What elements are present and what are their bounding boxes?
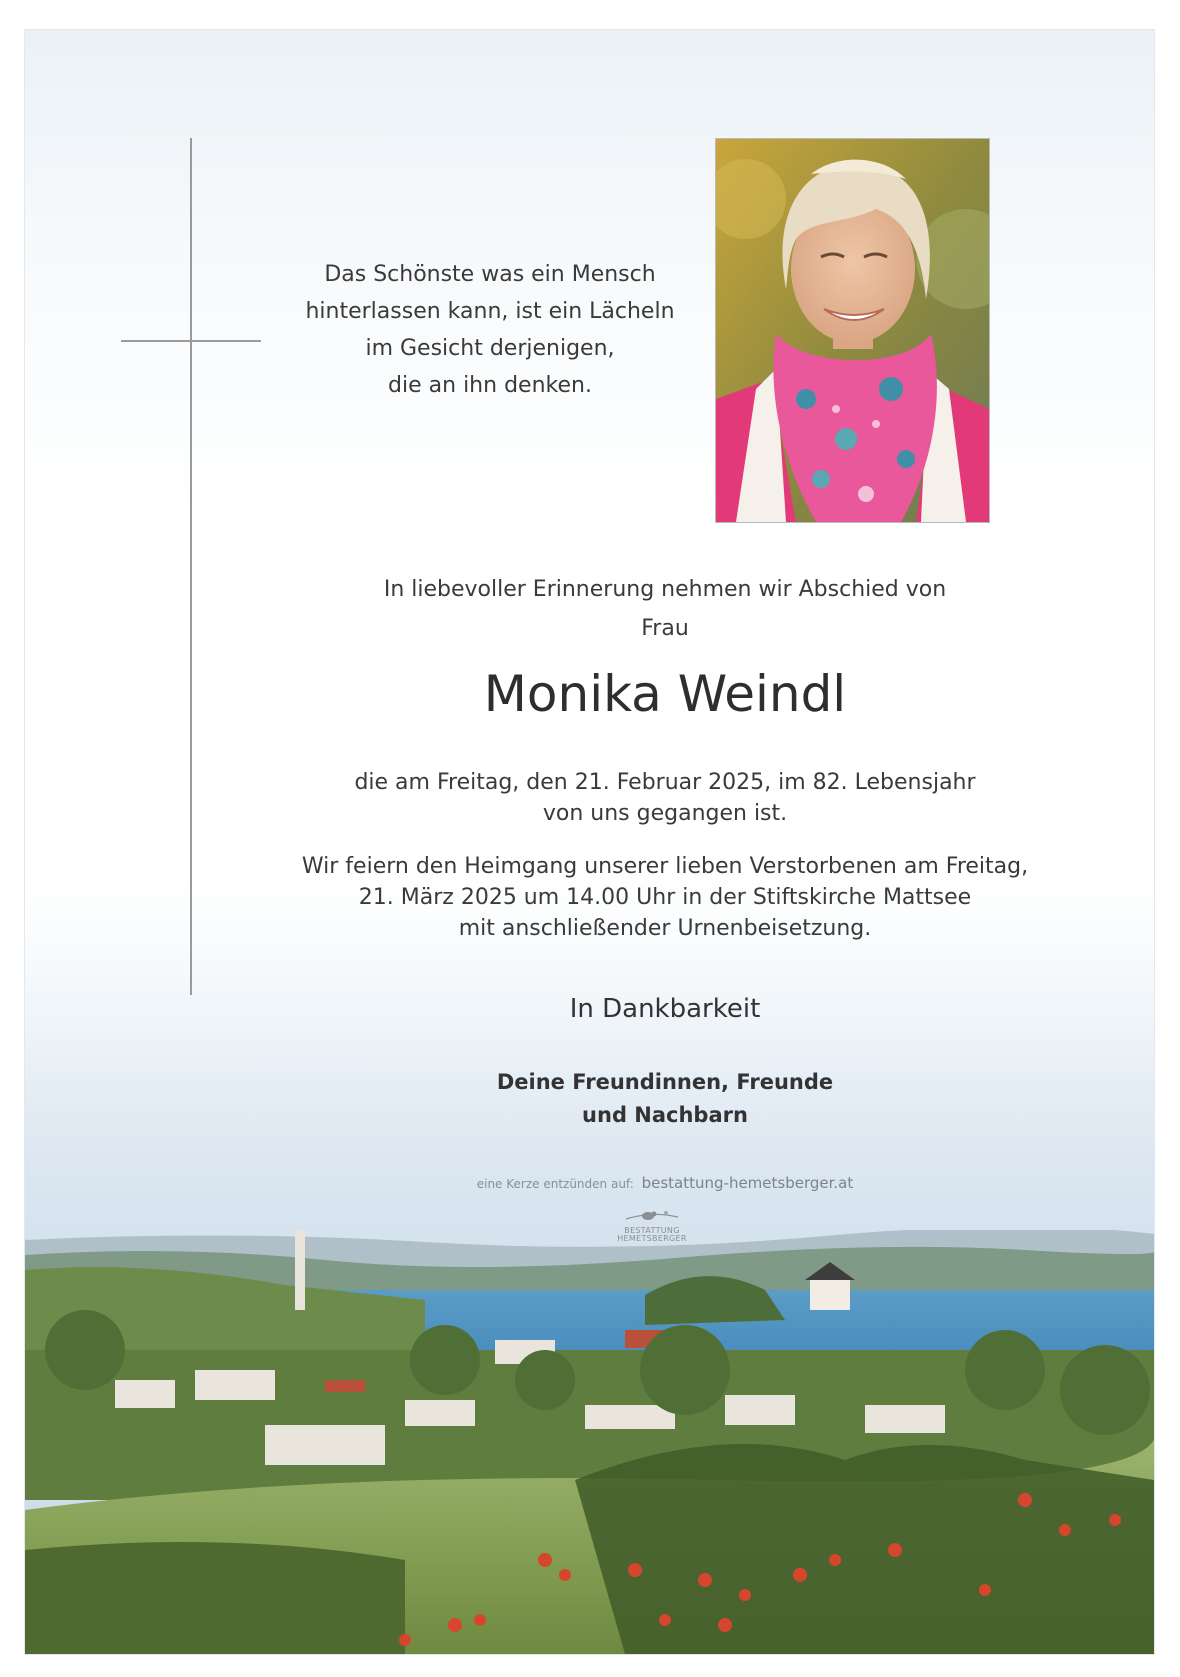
cross-horizontal-bar [121, 340, 261, 342]
candle-link-line [265, 1174, 1065, 1192]
portrait-photo [715, 138, 990, 523]
farewell-intro [265, 570, 1065, 648]
service-line: Wir feiern den Heimgang unserer lieben Verstorbenen am Freitag, [301, 854, 1029, 879]
website-link[interactable]: bestattung-hemetsberger.at [641, 1174, 854, 1192]
death-notice [265, 767, 1065, 829]
quote-line: die an ihn denken. [388, 373, 592, 398]
obituary-card [24, 29, 1155, 1655]
quote-line: hinterlassen kann, ist ein Lächeln [305, 299, 675, 324]
bird-branch-icon [622, 1209, 682, 1223]
death-line: die am Freitag, den 21. Februar 2025, im 82. Lebensjahr [354, 770, 976, 795]
quote-line: Das Schönste was ein Mensch [324, 262, 656, 287]
service-line: mit anschließender Urnenbeisetzung. [458, 916, 872, 941]
cross-vertical-bar [190, 138, 192, 995]
deceased-name: Monika Weindl [483, 665, 847, 723]
death-line: von uns gegangen ist. [542, 801, 788, 826]
salutation: Frau [641, 616, 689, 641]
mourners-signature [265, 1066, 1065, 1132]
memorial-quote [285, 256, 695, 404]
service-line: 21. März 2025 um 14.00 Uhr in der Stiftskirche Mattsee [358, 885, 972, 910]
lake-landscape-image [25, 1230, 1154, 1654]
candle-text: eine Kerze entzünden auf: [476, 1177, 634, 1191]
mourners-line: Deine Freundinnen, Freunde [496, 1070, 834, 1094]
intro-line: In liebevoller Erinnerung nehmen wir Abschied von [383, 577, 947, 602]
funeral-service-info [265, 851, 1065, 944]
gratitude-line: In Dankbarkeit [569, 994, 761, 1024]
logo-line: HEMETSBERGER [617, 1234, 687, 1243]
mourners-line: und Nachbarn [582, 1103, 748, 1127]
quote-line: im Gesicht derjenigen, [365, 336, 615, 361]
logo-line: BESTATTUNG [624, 1226, 680, 1235]
